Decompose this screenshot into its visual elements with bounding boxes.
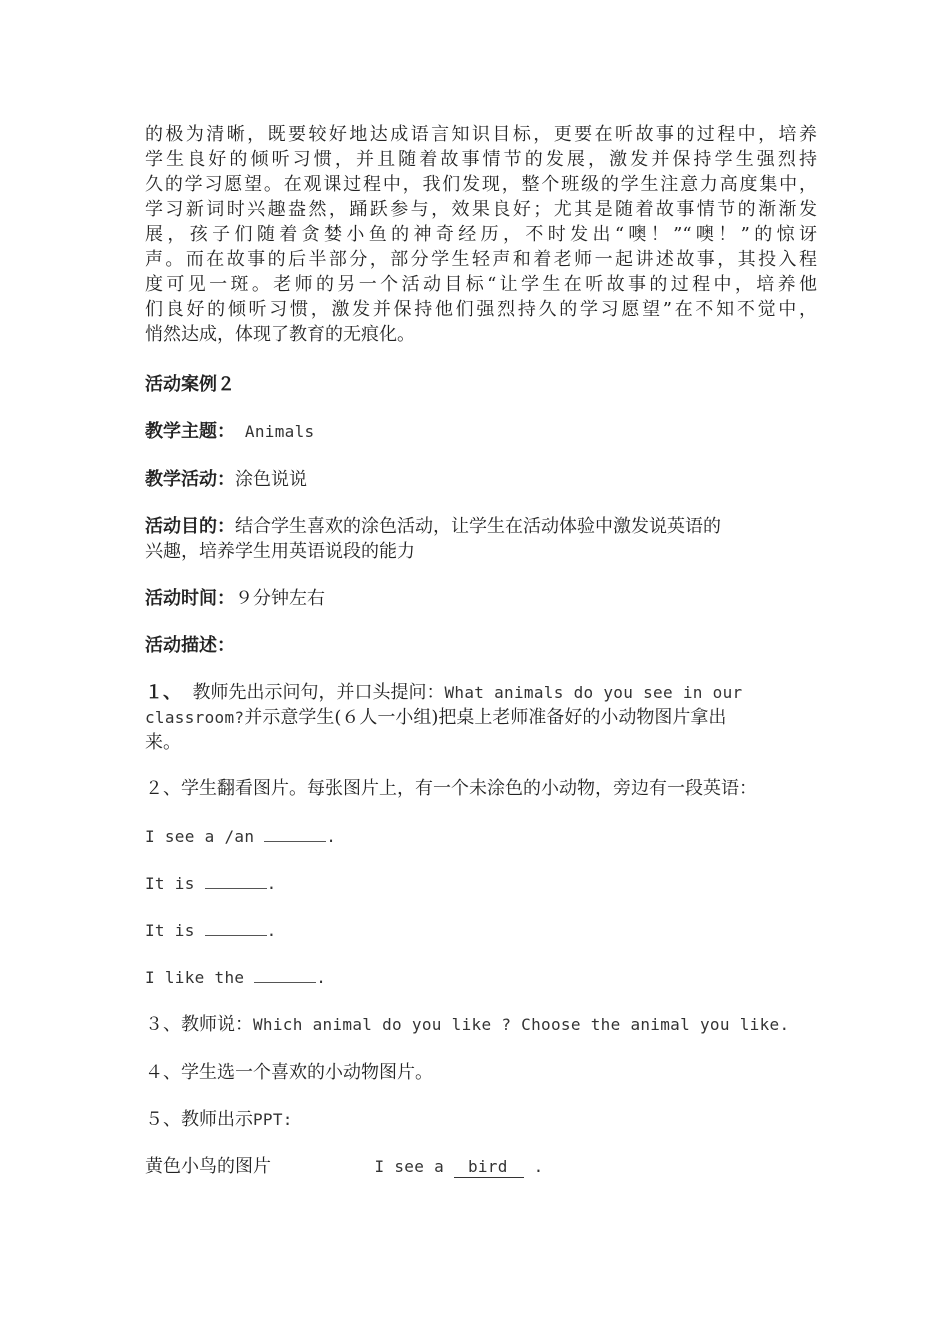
step-1-text-cn-2: 并示意学生(６人一小组)把桌上老师准备好的小动物图片拿出	[244, 707, 727, 728]
blank-line	[205, 921, 267, 936]
paragraph-line: 学习新词时兴趣盎然，踊跃参与，效果良好；尤其是随着故事情节的渐渐发	[145, 199, 817, 220]
purpose-value-line2: 兴趣，培养学生用英语说段的能力	[145, 541, 415, 562]
purpose-value-line1: 结合学生喜欢的涂色活动，让学生在活动体验中激发说英语的	[235, 516, 721, 537]
paragraph-line: 们良好的倾听习惯，激发并保持他们强烈持久的学习愿望”在不知不觉中，	[145, 299, 817, 320]
step-3: ３、教师说：Which animal do you like ? Choose the animal you like.	[145, 1014, 790, 1035]
paragraph-line: 悄然达成，体现了教育的无痕化。	[145, 324, 415, 345]
step-1-text-en: What animals do you see in our	[444, 683, 743, 702]
step-2: ２、学生翻看图片。每张图片上，有一个未涂色的小动物，旁边有一段英语：	[145, 778, 757, 799]
ppt-row	[145, 1154, 544, 1179]
activity-value: 涂色说说	[235, 469, 307, 490]
step-1-text-cn-3: 来。	[145, 732, 181, 753]
step-1-number: １、	[145, 682, 181, 703]
paragraph-line: 学生良好的倾听习惯，并且随着故事情节的发展，激发并保持学生强烈持	[145, 149, 817, 170]
blank-line	[264, 827, 326, 842]
paragraph-line: 的极为清晰，既要较好地达成语言知识目标，更要在听故事的过程中，培养	[145, 124, 817, 145]
duration-label: 活动时间：	[145, 588, 235, 609]
activity-row	[145, 467, 307, 492]
activity-label: 教学活动：	[145, 469, 235, 490]
sentence-template: I like the .	[145, 968, 327, 987]
case-title: 活动案例２	[145, 374, 235, 395]
topic-row	[145, 419, 314, 444]
duration-value: ９分钟左右	[235, 588, 325, 609]
sentence-template: I see a /an .	[145, 827, 337, 846]
purpose-row	[145, 514, 721, 564]
step-5: ５、教师出示PPT:	[145, 1109, 293, 1130]
step-1-text-en-2: classroom?	[145, 708, 245, 727]
paragraph-line: 度可见一斑。老师的另一个活动目标“让学生在听故事的过程中，培养他	[145, 274, 817, 295]
topic-value: Animals	[235, 422, 315, 441]
step-1	[145, 680, 742, 755]
filled-answer: bird	[454, 1157, 524, 1178]
sentence-template: It is .	[145, 874, 277, 893]
description-label: 活动描述：	[145, 635, 235, 656]
sentence-template: It is .	[145, 921, 277, 940]
purpose-label: 活动目的：	[145, 516, 235, 537]
duration-row	[145, 586, 325, 611]
paragraph-line: 展，孩子们随着贪婪小鱼的神奇经历，不时发出“噢！”“噢！”的惊讶	[145, 224, 817, 245]
topic-label: 教学主题：	[145, 421, 235, 442]
intro-paragraph	[145, 122, 817, 347]
paragraph-line: 久的学习愿望。在观课过程中，我们发现，整个班级的学生注意力高度集中，	[145, 174, 817, 195]
ppt-sentence-before: I see a	[374, 1157, 454, 1176]
paragraph-line: 声。而在故事的后半部分，部分学生轻声和着老师一起讲述故事，其投入程	[145, 249, 817, 270]
blank-line	[205, 874, 267, 889]
ppt-sentence-after: .	[523, 1157, 544, 1176]
step-4: ４、学生选一个喜欢的小动物图片。	[145, 1062, 433, 1083]
step-1-text-cn: 教师先出示问句，并口头提问：	[192, 682, 445, 703]
picture-label: 黄色小鸟的图片	[145, 1156, 271, 1177]
blank-line	[254, 968, 316, 983]
